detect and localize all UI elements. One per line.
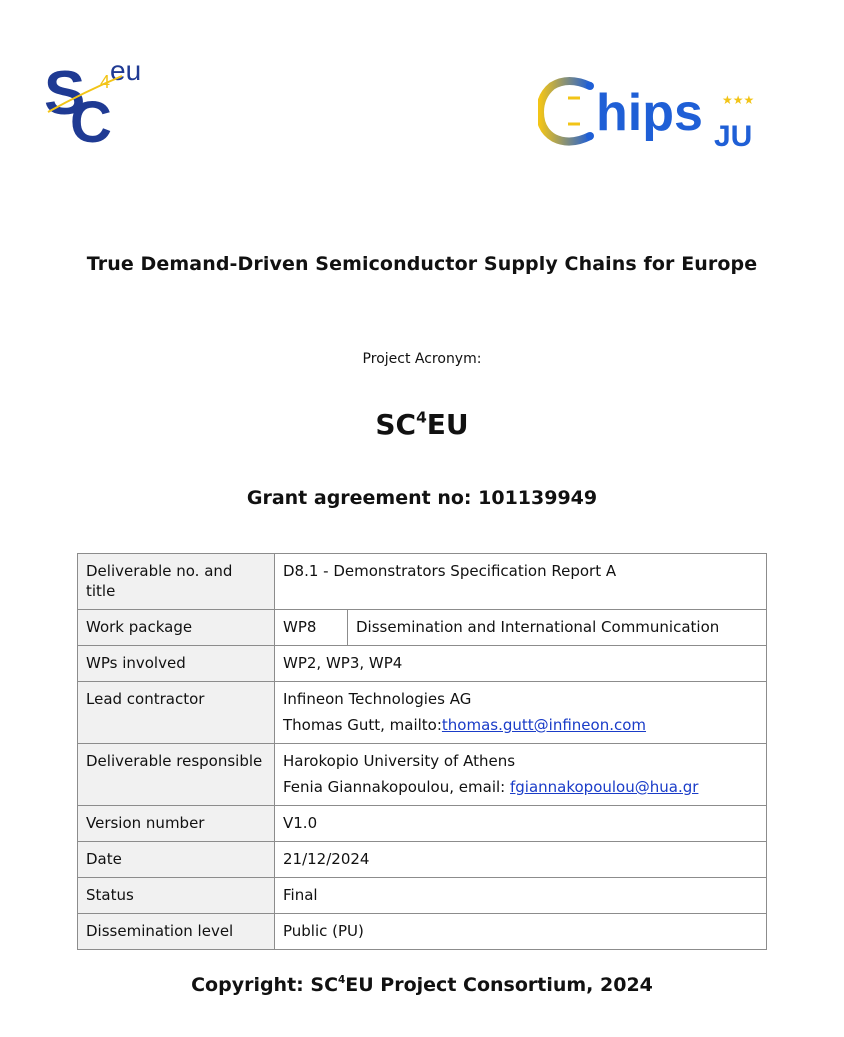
table-row xyxy=(78,914,767,950)
chips-ju-logo xyxy=(538,74,774,150)
wps-value: WP2, WP3, WP4 xyxy=(275,646,767,682)
table-row xyxy=(78,682,767,744)
logo-stars: ★★★ xyxy=(722,93,755,107)
wp-label: Work package xyxy=(78,610,275,646)
logo-hips: hips xyxy=(596,84,703,142)
lead-label: Lead contractor xyxy=(78,682,275,744)
sc4eu-logo xyxy=(44,52,166,150)
resp-email-link[interactable]: fgiannakopoulou@hua.gr xyxy=(509,778,699,796)
resp-value xyxy=(275,744,767,806)
lead-org: Infineon Technologies AG xyxy=(283,690,472,708)
deliverable-label: Deliverable no. and title xyxy=(78,554,275,610)
table-row xyxy=(78,646,767,682)
date-label: Date xyxy=(78,842,275,878)
logo-four: 4 xyxy=(100,72,111,92)
resp-label: Deliverable responsible xyxy=(78,744,275,806)
logo-eu: eu xyxy=(110,55,142,86)
table-row xyxy=(78,744,767,806)
dissemination-label: Dissemination level xyxy=(78,914,275,950)
dissemination-value: Public (PU) xyxy=(275,914,767,950)
table-row xyxy=(78,806,767,842)
project-title: True Demand-Driven Semiconductor Supply Chains for Europe xyxy=(86,253,758,275)
copyright: Copyright: $SC^4EU$ Project Consortium, 2024 xyxy=(191,974,653,996)
wp-title: Dissemination and International Communication xyxy=(348,610,767,646)
version-label: Version number xyxy=(78,806,275,842)
table-row xyxy=(78,610,767,646)
resp-org: Harokopio University of Athens xyxy=(283,752,516,770)
acronym-label: Project Acronym: xyxy=(362,351,482,367)
resp-contact: Fenia Giannakopoulou, email: fgiannakopoulou@hua.gr xyxy=(283,778,699,796)
grant-agreement: Grant agreement no: 101139949 xyxy=(246,487,598,509)
logo-ju: JU xyxy=(714,120,753,150)
date-value: 21/12/2024 xyxy=(275,842,767,878)
deliverable-info-table xyxy=(77,553,767,950)
version-value: V1.0 xyxy=(275,806,767,842)
table-row xyxy=(78,878,767,914)
lead-email-link[interactable]: thomas.gutt@infineon.com xyxy=(441,716,647,734)
status-value: Final xyxy=(275,878,767,914)
deliverable-value: D8.1 - Demonstrators Specification Report A xyxy=(275,554,767,610)
status-label: Status xyxy=(78,878,275,914)
wp-code: WP8 xyxy=(275,610,348,646)
logo-s: S xyxy=(44,59,86,128)
project-acronym: $SC^4EU$ xyxy=(375,408,469,441)
logo-c: C xyxy=(70,90,112,150)
table-row xyxy=(78,842,767,878)
table-row xyxy=(78,554,767,610)
lead-value xyxy=(275,682,767,744)
lead-contact: Thomas Gutt, mailto:thomas.gutt@infineon.com xyxy=(283,716,647,734)
wps-label: WPs involved xyxy=(78,646,275,682)
